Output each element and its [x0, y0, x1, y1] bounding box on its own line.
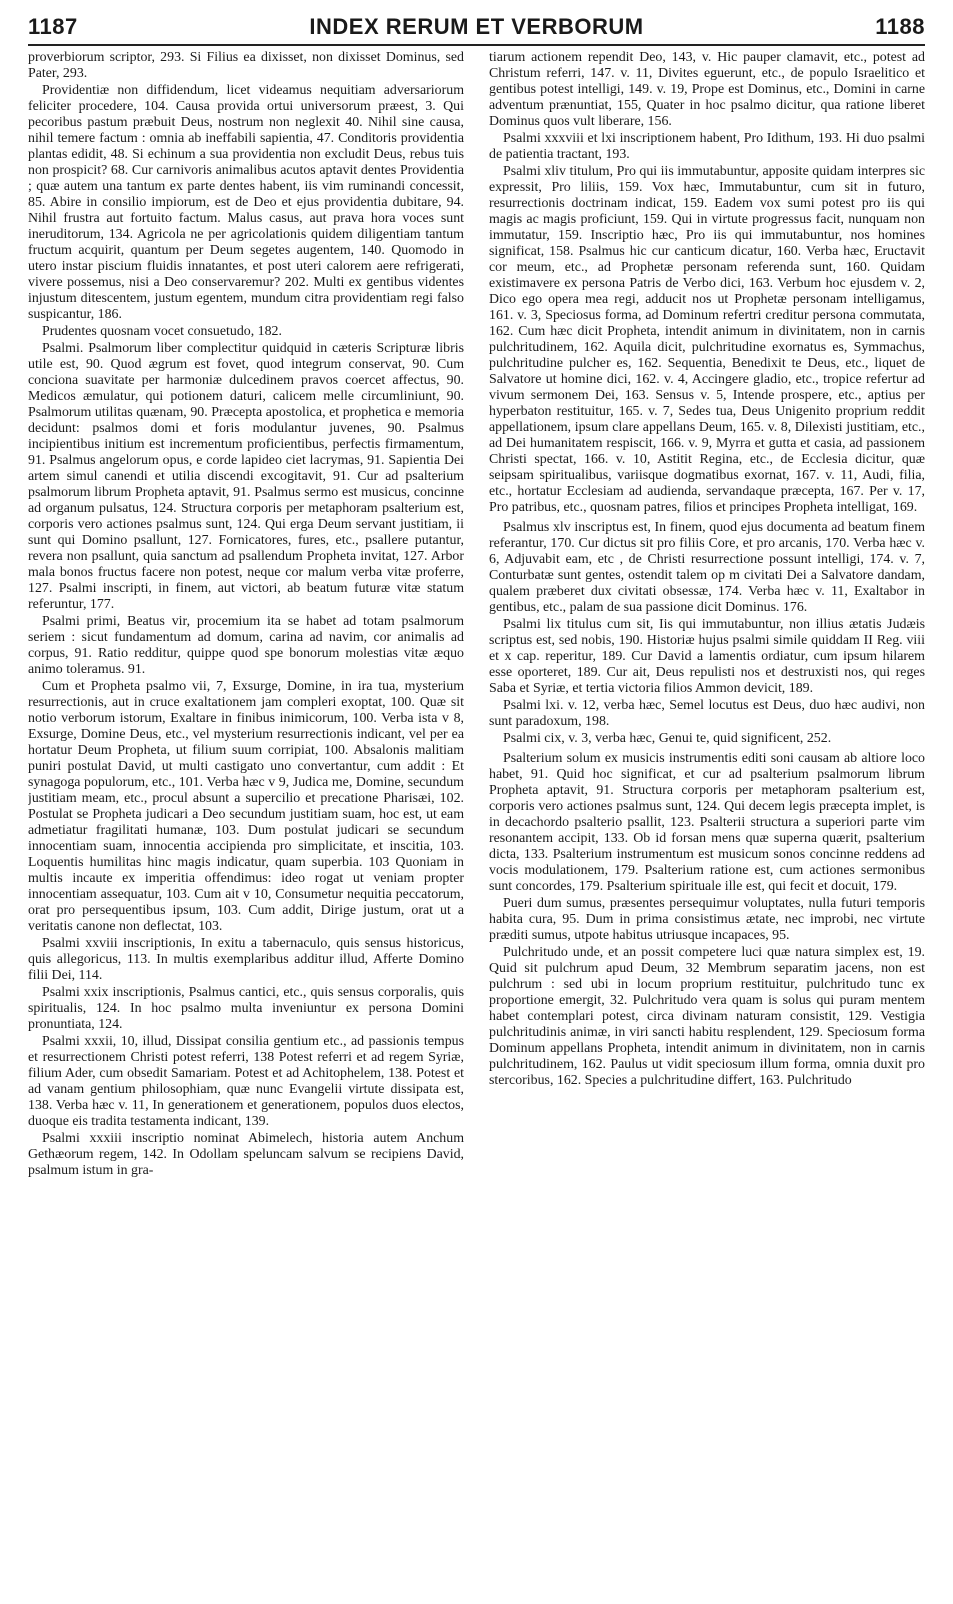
- left-page-number: 1187: [28, 14, 78, 39]
- left-column: [28, 50, 464, 1586]
- index-entry: Psalmi xliv titulum, Pro qui iis immutabuntur, apposite quidam interpres sic expressit, Pro liliis, 159. Vox hæc, Immutabuntur, cum sit in futuro, resurrectionis doctrinam indicat, 159. Eadem vox sumi potest pro iis qui magis ac magis proficiunt, 159. Qui in virtute progressus facit, nunquam non immutatur, 159. Inscriptio hæc, Pro iis qui immutabuntur, nos homines significat, 158. Psalmus hic cur canticum dicatur, 160. Verba hæc, Eructavit cor meum, etc., ad Prophetæ personam referenda sunt, 160. Quidam existimavere ex persona Patris de Verbo dici, 163. Verbum hoc ejusdem v. 2, Dico ego opera mea regi, adducit nos ut Prophetæ personam intelligamus, 161. v. 3, Speciosus forma, ad Dominum refertri creditur persona commutata, 162. Cum hæc dicit Propheta, intendit animum in divinitatem, non in carnis pulchritudinem, 162. Aquila dicit, pulchritudine exornatus es, Symmachus, pulchritudine pulcher es, 162. Sequentia, Benedixit te Deus, etc., liquet de Salvatore ut homine dici, 162. v. 4, Accingere gladio, etc., tropice refertur ad vivum sermonem Dei, 163. Sensus v. 5, Intende prospere, etc., aptius per hyperbaton restituitur, 165. v. 7, Sedes tua, Deus Unigenito proprium reddit appellationem, ipsum clare appellans Deum, 165. v. 8, Dilexisti justitiam, etc., ad Dei humanitatem respiscit, 166. v. 9, Myrra et gutta et casia, ad passionem Christi spectat, 166. v. 10, Astitit Regina, etc., de Ecclesia dicitur, quæ seipsam spiritualibus, variisque dogmatibus exornat, 167. v. 11, Audi, filia, etc., hortatur Ecclesiam ad audienda, servandaque præcepta, 167. Per v. 17, Pro patribus, etc., quosnam patres, filios et principes Propheta intelligat, 169.: [489, 164, 925, 515]
- index-entry: Psalmi xxxiii inscriptio nominat Abimelech, historia autem Anchum Gethæorum regem, 142. In Odollam speluncam salvum se recipiens David, psalmum istum in gra-: [28, 1131, 464, 1178]
- index-entry: Psalterium solum ex musicis instrumentis editi soni causam ab altiore loco habet, 91. Quid hoc significat, et cur ad psalterium psalmorum librum Propheta aptavit, 91. Structura corporis per metaphoram psalterium est, corporis vero actiones psalmus sunt, 124. Qui decem legis præcepta implet, is in decachordo psalterio psallit, 123. Psalterii structura a superiori parte vim resonantem accipit, 133. Ob id forsan mens quæ superna quærit, psalterium dicta, 133. Psalterium instrumentum est musicum sonos concinne reddens ad vocis modulationem, 179. Psalterium ratione est, cum actiones sermonibus sunt concordes, 179. Psalterium spirituale ille est, qui fecit et docuit, 179.: [489, 751, 925, 894]
- index-entry: Psalmi lxi. v. 12, verba hæc, Semel locutus est Deus, duo hæc audivi, non sunt paradoxum, 198.: [489, 698, 925, 729]
- index-entry: Psalmi xxix inscriptionis, Psalmus cantici, etc., quis sensus corporalis, quis spiritualis, 124. In hoc psalmo multa inveniuntur ex persona Domini pronuntiata, 124.: [28, 985, 464, 1032]
- index-entry: Psalmi xxviii inscriptionis, In exitu a tabernaculo, quis sensus historicus, quis allegoricus, 113. In multis exemplaribus additur illud, Afferte Domino filii Dei, 114.: [28, 936, 464, 983]
- index-entry: Cum et Propheta psalmo vii, 7, Exsurge, Domine, in ira tua, mysterium resurrectionis, aut in cruce exaltationem jam compleri exoptat, 100. Quæ sit notio verborum istorum, Exaltare in finibus inimicorum, 100. Verba ista v 8, Exsurge, Domine Deus, etc., vel mysterium resurrectionis indicant, vel per ea hortatur Deum Propheta, ut filium suum corripiat, 100. Absalonis malitiam puniri postulat David, ut multi castigato uno convertantur, cum addit : Et synagoga populorum, etc., 101. Verba hæc v 9, Judica me, Domine, secundum justitiam meam, etc., procul absunt a supercilio et precatione Pharisæi, 102. Postulat se Propheta judicari a Deo secundum justitiam suam, hoc est, ut eam admetiatur fragilitati humanæ, 103. Dum postulat judicari se secundum innocentiam suam, innocentia accipienda pro simplicitate, et inscitia, 103. Loquentis humilitas hinc magis indicatur, quam superbia. 103 Quoniam in multis incaute ex imperitia offendimus: ideo rogat ut veniam propter innocentiam assequatur, 103. Cum ait v 10, Consumetur nequitia peccatorum, orat pro persequentibus ipsum, 103. Cum addit, Dirige justum, orat ut a veritatis canone non deflectat, 103.: [28, 679, 464, 934]
- index-entry: tiarum actionem rependit Deo, 143, v. Hic pauper clamavit, etc., potest ad Christum referri, 147. v. 11, Divites eguerunt, etc., de populo Israelitico et gentibus potest intelligi, 149. v. 19, Prope est Dominus, etc., Domini in carne adventum prænuntiat, 155, Quater in hoc psalmo dicitur, qua ratione liberet Dominus quos vult liberare, 156.: [489, 50, 925, 129]
- index-entry: Psalmi xxxii, 10, illud, Dissipat consilia gentium etc., ad passionis tempus et resurrectionem Christi potest referri, 138 Potest referri et ad regem Syriæ, filium Ader, cum obsedit Samariam. Potest et ad Achitophelem, 138. Potest et ad vanam gentium philosophiam, quæ nunc Evangelii virtute dissipata est, 138. Verba hæc v. 11, In generationem et generationem, populos duos electos, duoque eis tradita testamenta indicant, 139.: [28, 1034, 464, 1129]
- index-columns: [28, 50, 925, 1586]
- index-entry: Prudentes quosnam vocet consuetudo, 182.: [42, 324, 282, 339]
- right-column: [489, 50, 925, 1586]
- right-page-number: 1188: [875, 14, 925, 39]
- index-entry: Pueri dum sumus, præsentes persequimur voluptates, nulla futuri temporis habita cura, 95. Dum in prima consistimus ætate, nec improbi, nec virtute præditi sumus, utpote habitus utriusque incapaces, 95.: [489, 896, 925, 943]
- index-entry: Psalmus xlv inscriptus est, In finem, quod ejus documenta ad beatum finem referantur, 170. Cur dictus sit pro filiis Core, et pro arcanis, 170. Verba hæc v. 6, Adjuvabit eam, etc , de Christi resurrectione possunt intelligi, 174. v. 7, Conturbatæ sunt gentes, ostendit talem op m civitati Dei a Salvatore dandam, qualem præberet dux civitati obsessæ, 174. Verba hæc v. 11, Exaltabor in gentibus, etc., palam de sua passione dicit Dominus. 176.: [489, 520, 925, 615]
- index-entry: Psalmi primi, Beatus vir, procemium ita se habet ad totam psalmorum seriem : sicut fundamentum ad domum, carina ad navim, cor animalis ad corpus, 91. Ratio redditur, quippe quod spe bonorum molestias vitæ æquo animo toleramus. 91.: [28, 614, 464, 677]
- page-header: [28, 14, 925, 44]
- index-entry: Providentiæ non diffidendum, licet videamus nequitiam adversariorum feliciter procedere, 104. Causa provida ortui universorum præest, 3. Qui pecoribus pastum præbuit Deus, nostrum non neglexit 40. Nihil sine causa, nihil temere factum : omnia ab ineffabili sapientia, 47. Conditoris providentia plantas edidit, 48. Si echinum a sua providentia non excludit Deus, rebus tuis non prospicit? 68. Cur carnivoris animalibus acutos aptavit dentes Providentia ; quæ autem una tantum ex parte dentes habent, iis vim ruminandi concessit, 85. Abire in consilio impiorum, est de Deo et ejus providentia dubitare, 94. Nihil frustra aut fortuito factum. Malus casus, aut prava hora voces sunt ineruditorum, 134. Agricola ne per agricolationis quidem diligentiam tantum fructum acquirit, quantum per Deum segetes augentem, 140. Quomodo in utero instar piscium fluidis innatantes, et post uteri calorem aere refrigerati, vivere possemus, nisi a Deo conservaremur? 202. Multi ex gentibus videntes injustum ditescentem, justum egentem, mundum citra providentiam regi falso suspicantur, 186.: [28, 83, 464, 322]
- running-title: INDEX RERUM ET VERBORUM: [309, 14, 644, 39]
- header-rule: [28, 44, 925, 46]
- index-entry: Psalmi lix titulus cum sit, Iis qui immutabuntur, non illius ætatis Judæis scriptus est, sed nobis, 190. Historiæ hujus psalmi simile quiddam II Reg. viii et x cap. reperitur, 189. Cur David a lamentis ordiatur, cum ipsum hilarem esse oporteret, 189. Cur ait, Deus repulisti nos et destruxisti nos, qui reges Saba et Syriæ, et tertia victoria filios Ammon devicit, 189.: [489, 617, 925, 696]
- index-entry: Pulchritudo unde, et an possit competere luci quæ natura simplex est, 19. Quid sit pulchrum apud Deum, 32 Membrum separatim jacens, non est pulchrum : sed ubi in locum proprium restituitur, pulchritudo tunc ex proportione emergit, 32. Pulchritudo vera quam is solus qui puram mentem habet contemplari potest, circa divinam naturam consistit, 129. Vestigia pulchritudinis animæ, in viri sancti habitu resplendent, 129. Speciosum forma Dominum appellans Propheta, intendit animum in divinitatem, non in carnis pulchritudinem, 162. Paulus ut vidit speciosum illum forma, omnia duxit pro stercoribus, 162. Species a pulchritudine differt, 163. Pulchritudo: [489, 945, 925, 1088]
- index-entry: Psalmi cix, v. 3, verba hæc, Genui te, quid significent, 252.: [503, 731, 832, 746]
- index-entry: Psalmi. Psalmorum liber complectitur quidquid in cæteris Scripturæ libris utile est, 90. Quod ægrum est fovet, quod integrum conservat, 90. Cum conciona suavitate per harmoniæ dulcedinem pravos coercet affectus, 90. Medicos æmulatur, qui potionem daturi, calicem melle circumliniunt, 90. Psalmorum utilitas quænam, 90. Præcepta apostolica, et prophetica e memoria decidunt: psalmos domi et foris modulantur juvenes, 90. Psalmus incipientibus initium est incrementum proficientibus, perfectis firmamentum, 91. Psalmus angelorum opus, e corde lapideo ciet lacrymas, 91. Sapientia Dei artem simul canendi et utilia discendi excogitavit, 91. Cur ad psalterium psalmorum librum Propheta aptavit, 91. Psalmus sermo est musicus, concinne ad organum pulsatus, 124. Structura corporis per metaphoram psalterium est, corporis vero actiones psalmus sunt, 124. Qui erga Deum servant justitiam, ii sunt qui Domino psallunt, 127. Fornicatores, fures, etc., psallere putantur, revera non psallunt, quia sanctum ad psallendum Propheta invitat, 127. Arbor mala bonos fructus facere non potest, neque cor malum verba vitæ proferre, 127. Psalmi inscripti, in finem, aut victori, ab beatum futuræ vitæ statum referuntur, 177.: [28, 341, 464, 612]
- index-entry: Psalmi xxxviii et lxi inscriptionem habent, Pro Idithum, 193. Hi duo psalmi de patientia tractant, 193.: [489, 131, 925, 162]
- index-entry: proverbiorum scriptor, 293. Si Filius ea dixisset, non dixisset Dominus, sed Pater, 293.: [28, 50, 464, 81]
